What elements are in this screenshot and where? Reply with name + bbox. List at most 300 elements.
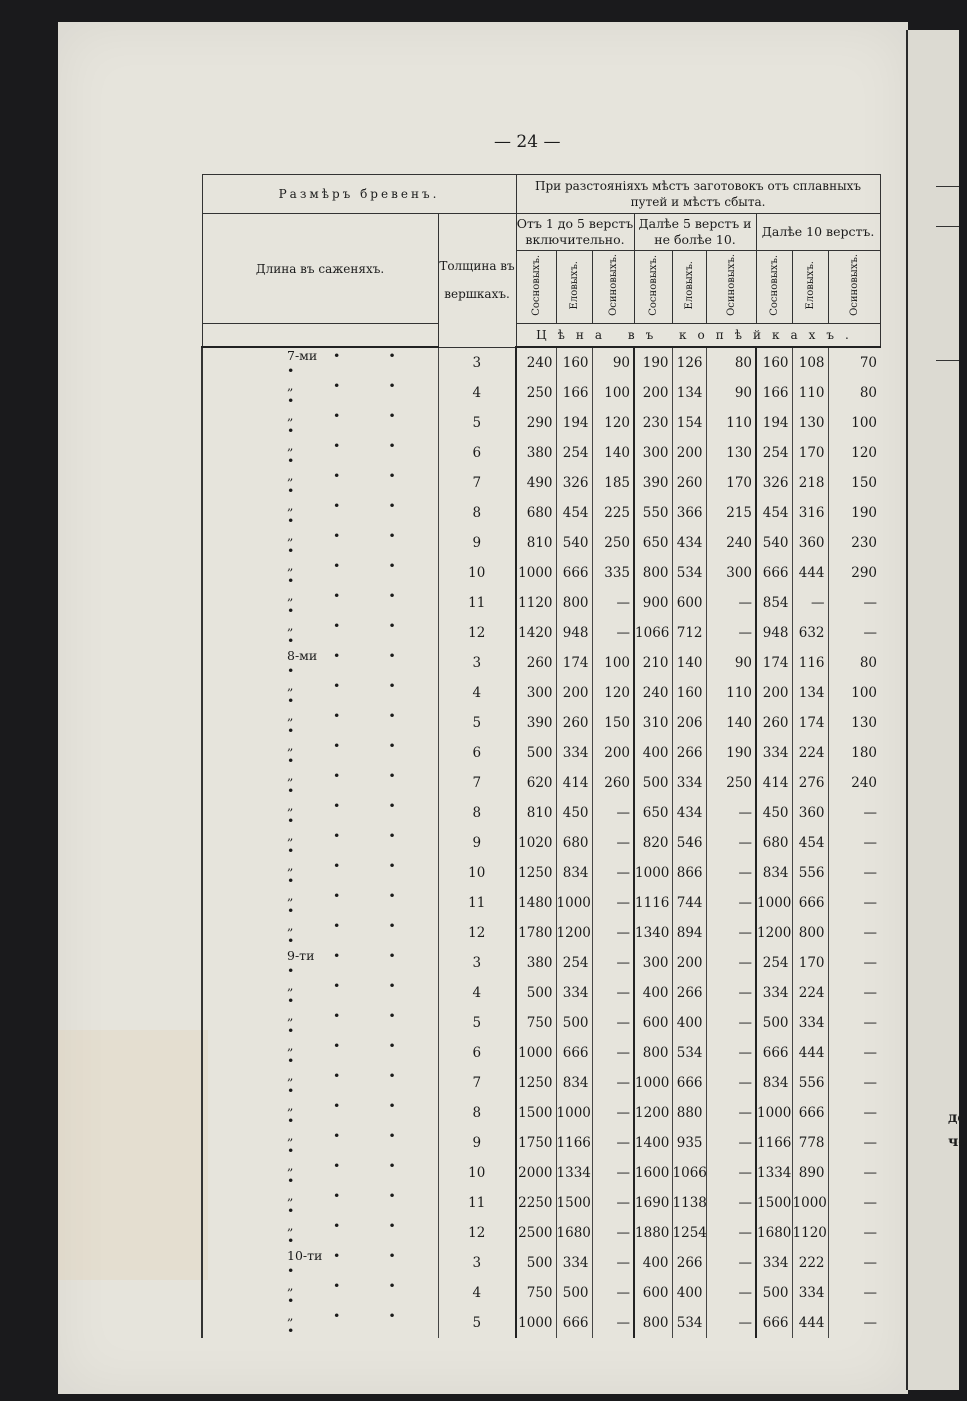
- price-cell: 680: [516, 498, 556, 528]
- length-cell: [202, 498, 438, 528]
- length-label: „: [287, 1188, 294, 1203]
- price-cell: 866: [672, 858, 706, 888]
- table-row: [202, 1188, 880, 1218]
- thickness-cell: 8: [438, 1098, 516, 1128]
- price-cell: —: [828, 1098, 880, 1128]
- price-cell: 90: [706, 648, 756, 678]
- length-cell: [202, 1038, 438, 1068]
- price-cell: —: [828, 1158, 880, 1188]
- price-cell: 1680: [756, 1218, 792, 1248]
- price-cell: 1116: [634, 888, 672, 918]
- price-cell: 300: [706, 558, 756, 588]
- thickness-cell: 4: [438, 678, 516, 708]
- leader-dots: • • •: [287, 378, 418, 408]
- price-cell: 666: [556, 558, 592, 588]
- price-cell: 200: [634, 378, 672, 408]
- length-cell: [202, 1068, 438, 1098]
- table-row: [202, 438, 880, 468]
- price-cell: —: [706, 1128, 756, 1158]
- header-aspen: Осиновыхъ.: [828, 251, 880, 324]
- price-cell: 444: [792, 558, 828, 588]
- length-cell: [202, 588, 438, 618]
- price-cell: 500: [756, 1008, 792, 1038]
- price-cell: 1500: [516, 1098, 556, 1128]
- table-row: [202, 648, 880, 678]
- price-cell: 240: [634, 678, 672, 708]
- thickness-cell: 12: [438, 918, 516, 948]
- price-cell: 500: [516, 1248, 556, 1278]
- leader-dots: • • •: [287, 498, 418, 528]
- price-cell: 230: [634, 408, 672, 438]
- length-label: „: [287, 768, 294, 783]
- table-row: [202, 1098, 880, 1128]
- price-cell: 120: [828, 438, 880, 468]
- price-cell: 334: [556, 978, 592, 1008]
- price-cell: 120: [592, 408, 634, 438]
- leader-dots: • • •: [287, 798, 418, 828]
- price-table: [201, 174, 881, 1338]
- price-cell: —: [592, 1158, 634, 1188]
- price-cell: 1000: [634, 1068, 672, 1098]
- thickness-cell: 4: [438, 1278, 516, 1308]
- thickness-cell: 9: [438, 528, 516, 558]
- price-cell: 200: [672, 948, 706, 978]
- thickness-cell: 10: [438, 558, 516, 588]
- price-cell: —: [592, 1218, 634, 1248]
- price-cell: 900: [634, 588, 672, 618]
- price-cell: —: [592, 618, 634, 648]
- price-cell: 534: [672, 558, 706, 588]
- next-page-text: че: [948, 1134, 967, 1150]
- price-cell: 1880: [634, 1218, 672, 1248]
- table-row: [202, 1008, 880, 1038]
- price-cell: 194: [556, 408, 592, 438]
- price-cell: 1066: [634, 618, 672, 648]
- page-number: — 24 —: [494, 132, 561, 152]
- price-cell: 254: [556, 948, 592, 978]
- header-price: Цѣна въ копѣйкахъ.: [516, 324, 880, 348]
- price-cell: —: [828, 588, 880, 618]
- price-cell: 1200: [756, 918, 792, 948]
- leader-dots: • • •: [287, 1038, 418, 1068]
- price-cell: 200: [592, 738, 634, 768]
- length-cell: [202, 378, 438, 408]
- price-cell: 1120: [792, 1218, 828, 1248]
- price-cell: 444: [792, 1308, 828, 1338]
- price-cell: 666: [792, 1098, 828, 1128]
- price-cell: 218: [792, 468, 828, 498]
- leader-dots: • • •: [287, 588, 418, 618]
- price-cell: 1000: [756, 1098, 792, 1128]
- price-cell: 680: [556, 828, 592, 858]
- price-cell: 185: [592, 468, 634, 498]
- leader-dots: • • •: [287, 348, 418, 378]
- price-cell: 1000: [516, 558, 556, 588]
- price-cell: 500: [634, 768, 672, 798]
- price-cell: 834: [756, 858, 792, 888]
- price-cell: 894: [672, 918, 706, 948]
- header-spruce: Еловыхъ.: [792, 251, 828, 324]
- leader-dots: • • •: [287, 858, 418, 888]
- leader-dots: • • •: [287, 1098, 418, 1128]
- price-cell: 1166: [556, 1128, 592, 1158]
- price-cell: —: [706, 1218, 756, 1248]
- thickness-cell: 11: [438, 1188, 516, 1218]
- leader-dots: • • •: [287, 918, 418, 948]
- length-cell: [202, 1248, 438, 1278]
- table-row: [202, 378, 880, 408]
- price-cell: 540: [556, 528, 592, 558]
- price-cell: 414: [556, 768, 592, 798]
- price-cell: 334: [672, 768, 706, 798]
- thickness-cell: 9: [438, 828, 516, 858]
- price-cell: —: [828, 978, 880, 1008]
- length-cell: [202, 347, 438, 378]
- length-cell: [202, 528, 438, 558]
- header-aspen: Осиновыхъ.: [592, 251, 634, 324]
- length-label: 10-ти: [287, 1248, 323, 1263]
- price-cell: —: [828, 888, 880, 918]
- price-cell: 240: [706, 528, 756, 558]
- price-cell: 450: [756, 798, 792, 828]
- length-label: „: [287, 1308, 294, 1323]
- price-cell: —: [592, 918, 634, 948]
- next-page-edge: [906, 30, 967, 1390]
- leader-dots: • • •: [287, 468, 418, 498]
- thickness-cell: 6: [438, 438, 516, 468]
- price-cell: 400: [672, 1008, 706, 1038]
- price-cell: 454: [792, 828, 828, 858]
- price-cell: 1200: [556, 918, 592, 948]
- price-cell: 854: [756, 588, 792, 618]
- length-cell: [202, 1308, 438, 1338]
- page-stain: [58, 1030, 208, 1280]
- leader-dots: • • •: [287, 948, 418, 978]
- thickness-cell: 3: [438, 948, 516, 978]
- price-cell: 116: [792, 648, 828, 678]
- length-label: „: [287, 798, 294, 813]
- thickness-cell: 10: [438, 1158, 516, 1188]
- price-cell: —: [828, 798, 880, 828]
- price-cell: 1780: [516, 918, 556, 948]
- thickness-cell: 10: [438, 858, 516, 888]
- price-cell: 935: [672, 1128, 706, 1158]
- length-label: „: [287, 1008, 294, 1023]
- length-label: „: [287, 378, 294, 393]
- price-cell: 1000: [556, 1098, 592, 1128]
- price-cell: —: [706, 1068, 756, 1098]
- thickness-cell: 7: [438, 1068, 516, 1098]
- price-cell: 800: [634, 1308, 672, 1338]
- length-cell: [202, 1158, 438, 1188]
- length-cell: [202, 678, 438, 708]
- price-cell: —: [706, 888, 756, 918]
- length-label: „: [287, 438, 294, 453]
- price-cell: 1400: [634, 1128, 672, 1158]
- price-cell: 174: [792, 708, 828, 738]
- price-cell: —: [828, 1188, 880, 1218]
- price-cell: 620: [516, 768, 556, 798]
- price-cell: —: [828, 1218, 880, 1248]
- price-cell: 290: [516, 408, 556, 438]
- price-cell: 266: [672, 978, 706, 1008]
- leader-dots: • • •: [287, 828, 418, 858]
- length-cell: [202, 858, 438, 888]
- price-cell: 1200: [634, 1098, 672, 1128]
- price-cell: 230: [828, 528, 880, 558]
- price-cell: —: [592, 1278, 634, 1308]
- price-cell: 200: [756, 678, 792, 708]
- table-row: [202, 588, 880, 618]
- length-label: 7-ми: [287, 348, 318, 363]
- price-cell: 222: [792, 1248, 828, 1278]
- price-cell: 1000: [556, 888, 592, 918]
- price-cell: 166: [756, 378, 792, 408]
- length-cell: [202, 978, 438, 1008]
- price-cell: 680: [756, 828, 792, 858]
- leader-dots: • • •: [287, 1188, 418, 1218]
- price-cell: 360: [792, 798, 828, 828]
- length-label: „: [287, 1038, 294, 1053]
- price-cell: —: [592, 1308, 634, 1338]
- table-row: [202, 498, 880, 528]
- price-cell: 948: [556, 618, 592, 648]
- price-cell: 800: [556, 588, 592, 618]
- price-cell: 1334: [756, 1158, 792, 1188]
- price-cell: 70: [828, 347, 880, 378]
- price-cell: 110: [706, 678, 756, 708]
- price-cell: 120: [592, 678, 634, 708]
- length-label: „: [287, 918, 294, 933]
- price-cell: 206: [672, 708, 706, 738]
- price-cell: 500: [756, 1278, 792, 1308]
- price-cell: 126: [672, 347, 706, 378]
- price-cell: 130: [792, 408, 828, 438]
- price-cell: 240: [828, 768, 880, 798]
- price-cell: 380: [516, 948, 556, 978]
- price-cell: 260: [592, 768, 634, 798]
- price-cell: 190: [706, 738, 756, 768]
- price-cell: 334: [756, 1248, 792, 1278]
- price-cell: 266: [672, 1248, 706, 1278]
- table-row: [202, 1248, 880, 1278]
- price-cell: 1066: [672, 1158, 706, 1188]
- length-label: „: [287, 618, 294, 633]
- price-cell: 810: [516, 798, 556, 828]
- header-pine: Сосновыхъ.: [516, 251, 556, 324]
- price-cell: 540: [756, 528, 792, 558]
- price-cell: 834: [756, 1068, 792, 1098]
- table-row: [202, 1158, 880, 1188]
- thickness-cell: 6: [438, 1038, 516, 1068]
- price-cell: —: [706, 618, 756, 648]
- price-cell: 100: [828, 408, 880, 438]
- leader-dots: • • •: [287, 648, 418, 678]
- price-cell: 1340: [634, 918, 672, 948]
- price-cell: 948: [756, 618, 792, 648]
- thickness-cell: 7: [438, 768, 516, 798]
- price-cell: 260: [556, 708, 592, 738]
- length-cell: [202, 648, 438, 678]
- price-cell: 800: [634, 558, 672, 588]
- price-cell: 1250: [516, 1068, 556, 1098]
- next-page-text: де: [948, 1110, 967, 1126]
- table-row: [202, 768, 880, 798]
- price-cell: 534: [672, 1308, 706, 1338]
- price-cell: 160: [672, 678, 706, 708]
- price-cell: 2250: [516, 1188, 556, 1218]
- price-cell: 150: [828, 468, 880, 498]
- length-label: „: [287, 1218, 294, 1233]
- leader-dots: • • •: [287, 408, 418, 438]
- price-cell: 170: [792, 438, 828, 468]
- price-cell: —: [706, 1278, 756, 1308]
- price-cell: —: [828, 858, 880, 888]
- price-cell: 666: [556, 1038, 592, 1068]
- length-cell: [202, 1098, 438, 1128]
- price-cell: 1250: [516, 858, 556, 888]
- price-cell: 500: [516, 738, 556, 768]
- length-label: 9-ти: [287, 948, 315, 963]
- thickness-cell: 4: [438, 378, 516, 408]
- leader-dots: • • •: [287, 768, 418, 798]
- price-cell: 1254: [672, 1218, 706, 1248]
- price-cell: —: [592, 888, 634, 918]
- table-row: [202, 948, 880, 978]
- price-cell: 200: [672, 438, 706, 468]
- price-cell: —: [792, 588, 828, 618]
- leader-dots: • • •: [287, 1218, 418, 1248]
- table-row: [202, 1038, 880, 1068]
- price-cell: 260: [672, 468, 706, 498]
- price-cell: —: [706, 1098, 756, 1128]
- price-cell: —: [592, 1038, 634, 1068]
- price-cell: 140: [672, 648, 706, 678]
- length-label: „: [287, 498, 294, 513]
- price-cell: 260: [756, 708, 792, 738]
- price-cell: 400: [634, 738, 672, 768]
- price-cell: 666: [756, 1038, 792, 1068]
- table-row: [202, 1218, 880, 1248]
- price-cell: —: [706, 978, 756, 1008]
- price-cell: 360: [792, 528, 828, 558]
- price-cell: 1138: [672, 1188, 706, 1218]
- price-cell: 80: [828, 378, 880, 408]
- price-cell: 276: [792, 768, 828, 798]
- price-cell: 260: [516, 648, 556, 678]
- price-cell: 160: [556, 347, 592, 378]
- price-cell: 1020: [516, 828, 556, 858]
- price-cell: 434: [672, 798, 706, 828]
- price-cell: 326: [756, 468, 792, 498]
- price-cell: 1166: [756, 1128, 792, 1158]
- price-cell: —: [592, 1128, 634, 1158]
- length-cell: [202, 558, 438, 588]
- price-cell: 666: [756, 1308, 792, 1338]
- table-row: [202, 798, 880, 828]
- price-cell: —: [592, 858, 634, 888]
- length-label: „: [287, 468, 294, 483]
- price-cell: 534: [672, 1038, 706, 1068]
- price-cell: 600: [634, 1008, 672, 1038]
- leader-dots: • • •: [287, 558, 418, 588]
- price-cell: 1000: [634, 858, 672, 888]
- price-cell: 1000: [792, 1188, 828, 1218]
- table-row: [202, 1278, 880, 1308]
- table-row: [202, 678, 880, 708]
- price-cell: 450: [556, 798, 592, 828]
- price-cell: 454: [556, 498, 592, 528]
- price-cell: —: [828, 1128, 880, 1158]
- price-cell: 1000: [756, 888, 792, 918]
- price-cell: —: [706, 588, 756, 618]
- price-cell: 334: [756, 978, 792, 1008]
- thickness-cell: 5: [438, 708, 516, 738]
- price-cell: 650: [634, 528, 672, 558]
- length-label: 8-ми: [287, 648, 318, 663]
- price-cell: 150: [592, 708, 634, 738]
- price-cell: —: [828, 1308, 880, 1338]
- thickness-cell: 8: [438, 498, 516, 528]
- price-cell: —: [828, 1038, 880, 1068]
- price-cell: —: [706, 1188, 756, 1218]
- thickness-cell: 4: [438, 978, 516, 1008]
- length-cell: [202, 438, 438, 468]
- length-cell: [202, 948, 438, 978]
- length-label: „: [287, 978, 294, 993]
- price-cell: 224: [792, 738, 828, 768]
- price-cell: 300: [516, 678, 556, 708]
- price-cell: 744: [672, 888, 706, 918]
- price-cell: —: [706, 858, 756, 888]
- price-cell: 250: [706, 768, 756, 798]
- price-cell: 80: [706, 347, 756, 378]
- price-cell: 390: [516, 708, 556, 738]
- table-row: [202, 347, 880, 378]
- table-row: [202, 978, 880, 1008]
- thickness-cell: 3: [438, 648, 516, 678]
- price-cell: —: [592, 588, 634, 618]
- price-cell: —: [706, 918, 756, 948]
- length-cell: [202, 888, 438, 918]
- leader-dots: • • •: [287, 438, 418, 468]
- header-length: Длина въ саженяхъ.: [202, 214, 438, 324]
- price-cell: —: [828, 618, 880, 648]
- price-cell: 1500: [756, 1188, 792, 1218]
- thickness-cell: 3: [438, 347, 516, 378]
- price-cell: —: [592, 828, 634, 858]
- price-cell: 316: [792, 498, 828, 528]
- length-cell: [202, 408, 438, 438]
- price-cell: 194: [756, 408, 792, 438]
- price-cell: 130: [706, 438, 756, 468]
- length-cell: [202, 1008, 438, 1038]
- price-cell: —: [706, 828, 756, 858]
- length-label: „: [287, 528, 294, 543]
- length-label: „: [287, 1158, 294, 1173]
- price-cell: 224: [792, 978, 828, 1008]
- price-cell: —: [828, 1008, 880, 1038]
- price-cell: 160: [756, 347, 792, 378]
- thickness-cell: 11: [438, 888, 516, 918]
- next-page-rule: [936, 186, 959, 187]
- price-cell: —: [828, 1248, 880, 1278]
- next-page-rule: [936, 360, 959, 361]
- price-cell: 334: [556, 738, 592, 768]
- price-cell: 215: [706, 498, 756, 528]
- price-cell: 400: [634, 978, 672, 1008]
- length-label: „: [287, 1098, 294, 1113]
